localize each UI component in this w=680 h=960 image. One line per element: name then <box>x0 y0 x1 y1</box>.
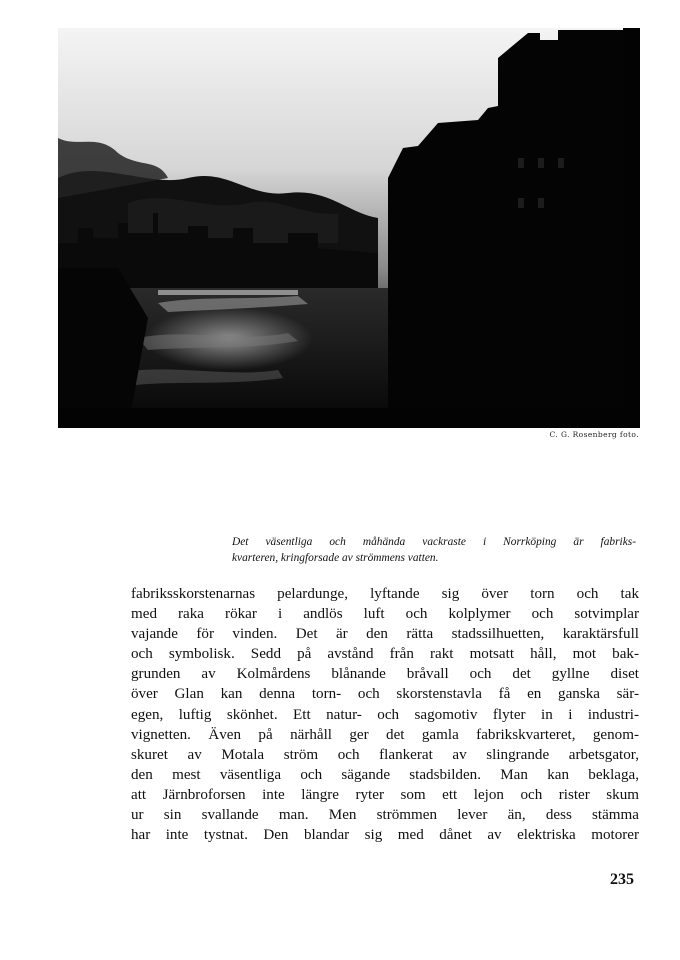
body-line: skuret av Motala ström och flankerat av slingrande arbetsgator, <box>131 746 639 763</box>
caption-line: Det väsentliga och måhända vackraste i Norrköping är fabriks- <box>232 536 636 548</box>
body-line: fabriksskorstenarnas pelardunge, lyftande sig över torn och tak <box>131 586 639 602</box>
body-line: vignetten. Även på närhåll ger det gamla fabrikskvarteret, genom- <box>131 726 639 743</box>
body-line: egen, luftig skönhet. Ett natur- och sagomotiv flyter in i industri- <box>131 706 639 723</box>
photo-caption <box>232 534 636 566</box>
body-line: den mest väsentliga och sägande stadsbilden. Man kan beklaga, <box>131 766 639 783</box>
body-line: grunden av Kolmårdens blånande bråvall och det gyllne diset <box>131 666 639 683</box>
body-paragraph <box>131 584 639 845</box>
body-line: med raka rökar i andlös luft och kolplymer och sotvimplar <box>131 606 639 623</box>
bridge <box>158 290 298 295</box>
body-line: över Glan kan denna torn- och skorstenstavla få en ganska sär- <box>131 686 639 703</box>
body-line: vajande för vinden. Det är den rätta stadssilhuetten, karaktärsfull <box>131 626 639 643</box>
caption-line: kvarteren, kringforsade av strömmens vatten. <box>232 552 439 564</box>
river-factory-photo <box>58 28 640 428</box>
photo-credit: C. G. Rosenberg foto. <box>549 430 639 439</box>
page-number: 235 <box>610 871 634 888</box>
body-line: ur sin svallande man. Men strömmen lever än, dess stämma <box>131 807 639 824</box>
body-line: och symbolisk. Sedd på avstånd från rakt motsatt håll, mot bak- <box>131 646 639 663</box>
body-line: att Järnbroforsen inte längre ryter som ett lejon och rister skum <box>131 786 639 803</box>
body-line: har inte tystnat. Den blandar sig med dånet av elektriska motorer <box>131 827 639 844</box>
photo-illustration <box>58 28 640 428</box>
